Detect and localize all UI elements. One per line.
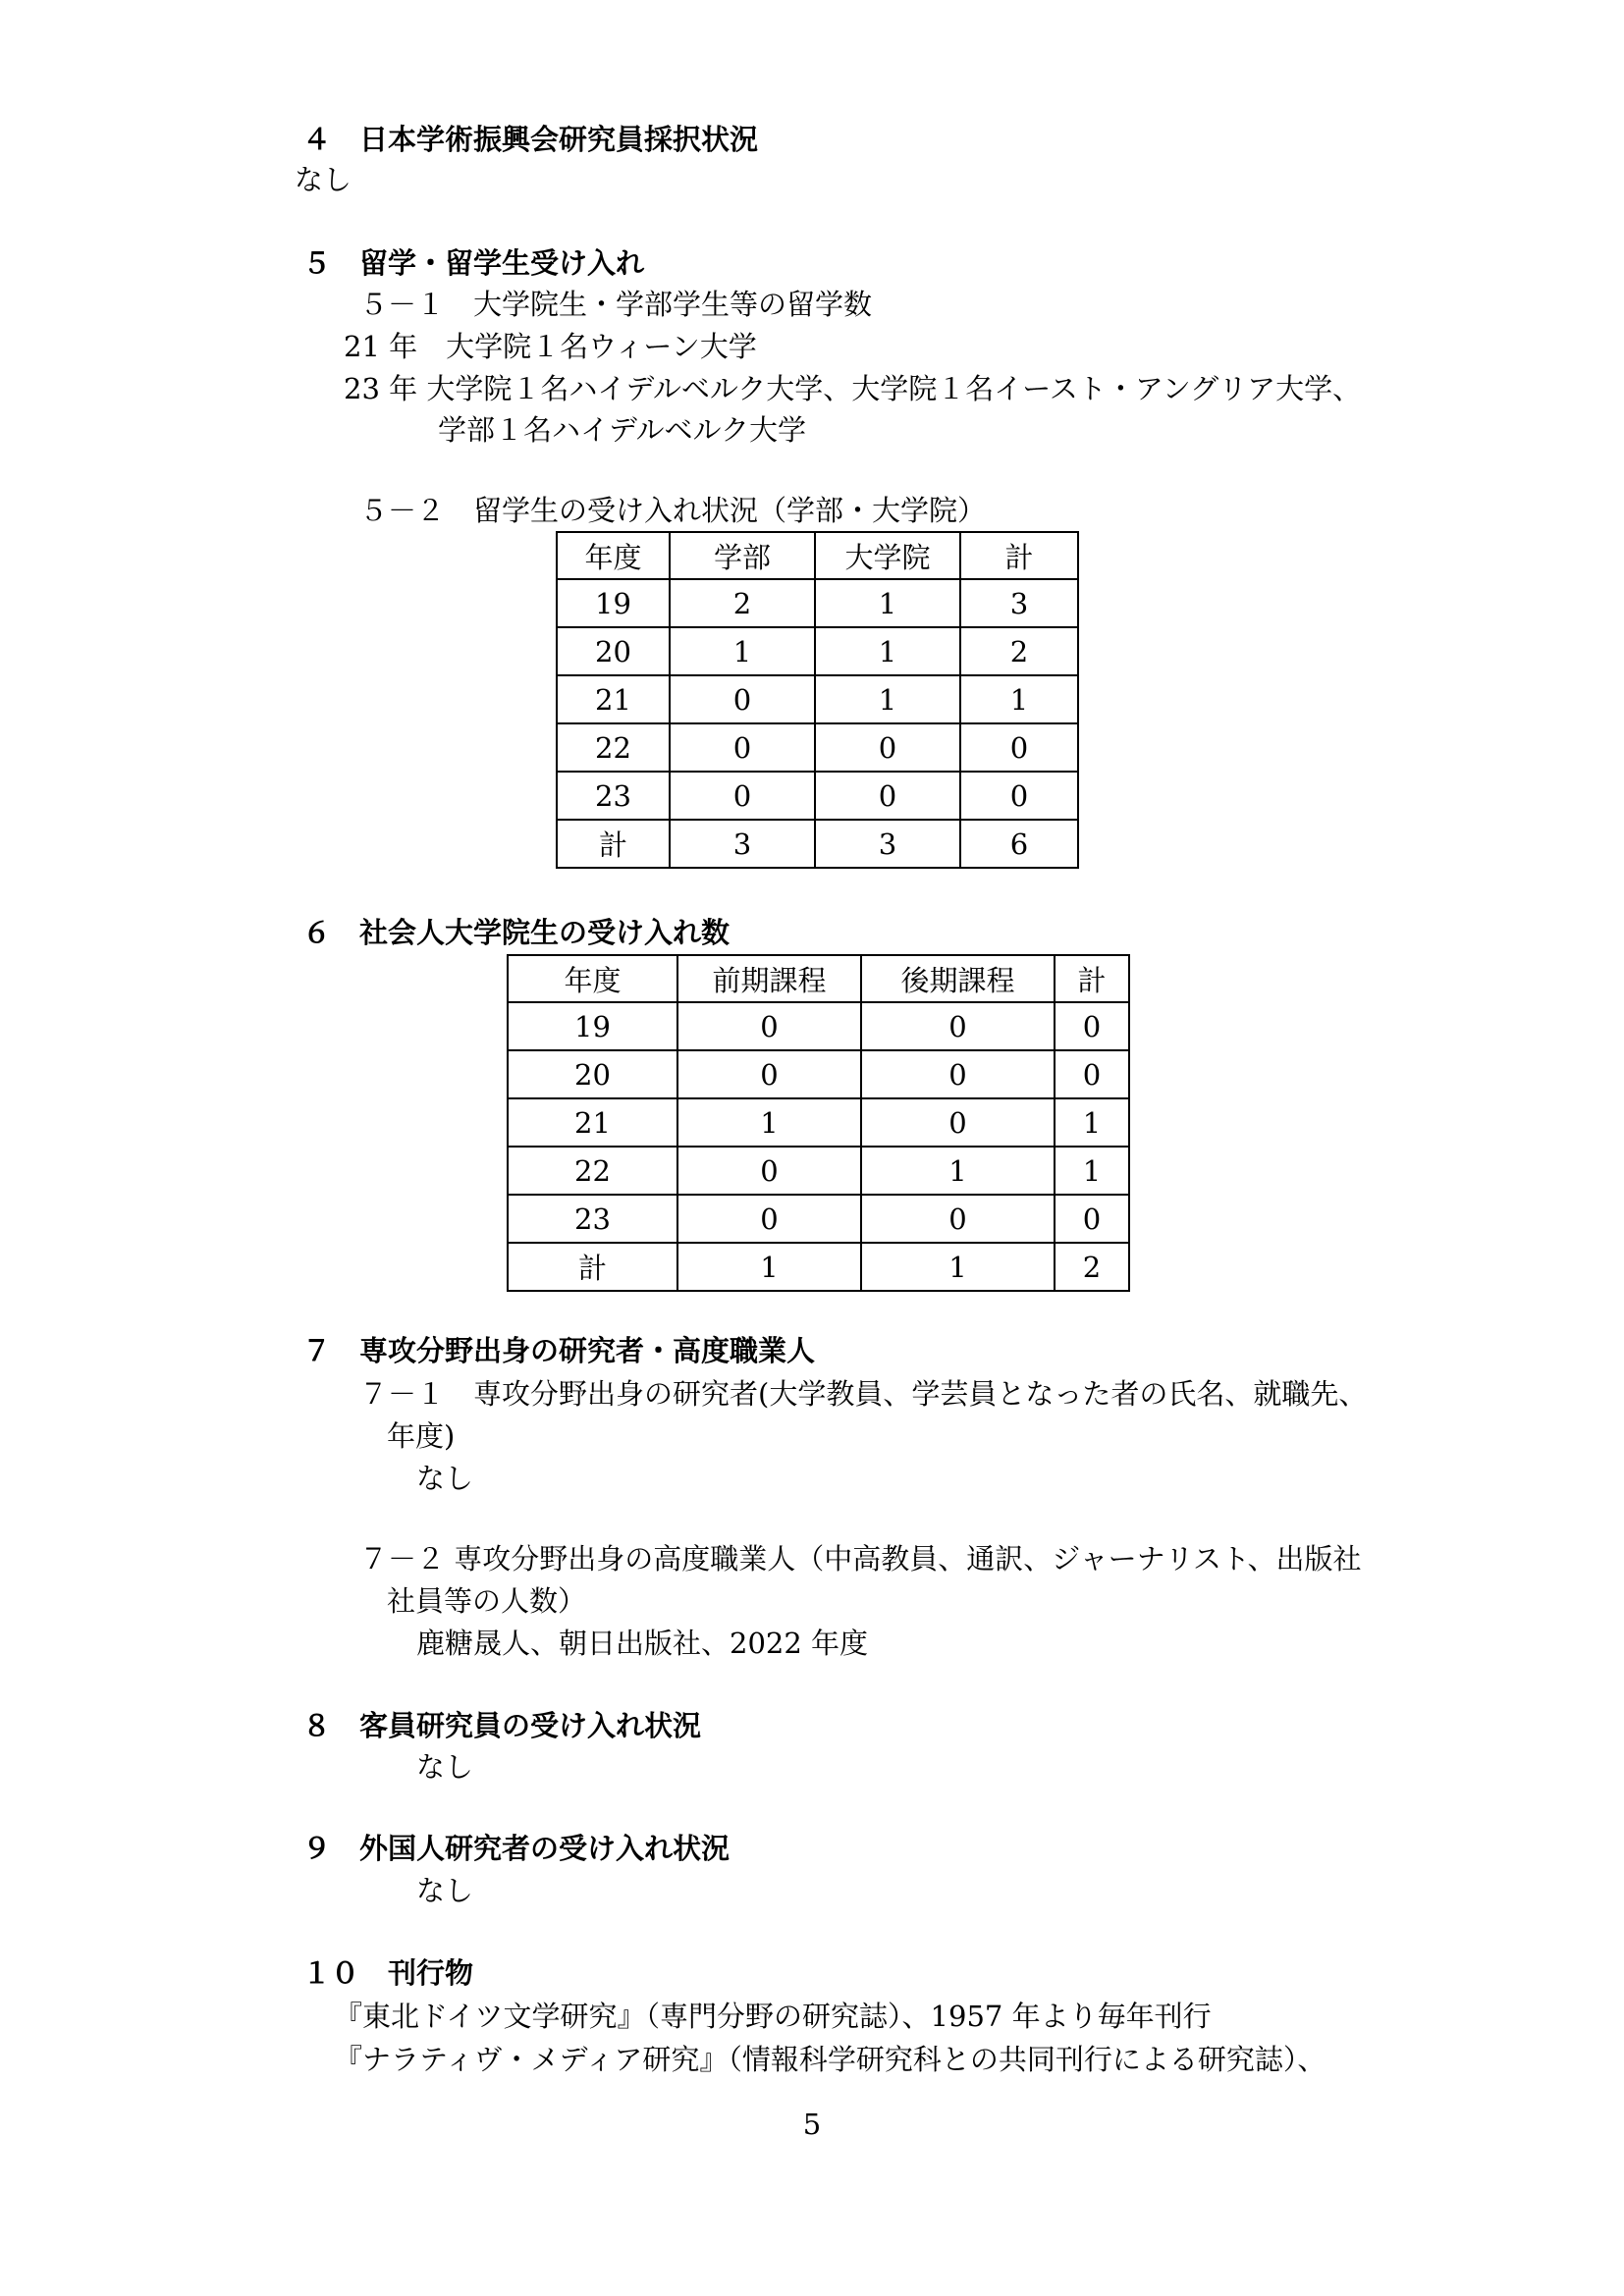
- table-cell: 0: [861, 1195, 1055, 1243]
- subsection-5-2-title: ５－２ 留学生の受け入れ状況（学部・大学院）: [359, 494, 987, 527]
- table-cell: 0: [677, 1195, 861, 1243]
- table-cell: 0: [960, 723, 1078, 772]
- table-cell: 2: [960, 627, 1078, 675]
- subsection-7-2-title-cont: 社員等の人数）: [387, 1584, 587, 1618]
- page-number: 5: [802, 2108, 822, 2141]
- table-header-row: [557, 532, 1078, 579]
- study-abroad-line-2: 23 年 大学院１名ハイデルベルク大学、大学院１名イースト・アングリア大学、: [344, 372, 1362, 405]
- table-cell: 21: [557, 675, 670, 723]
- table-cell: 0: [670, 675, 815, 723]
- table-row: [557, 675, 1078, 723]
- table-row: [508, 1147, 1129, 1195]
- table-cell: 計: [508, 1243, 677, 1291]
- table-header-row: [508, 955, 1129, 1002]
- section-4-heading: ４ 日本学術振興会研究員採択状況: [302, 123, 759, 156]
- table-cell: 20: [557, 627, 670, 675]
- table-row: [508, 1195, 1129, 1243]
- table-row: [508, 1050, 1129, 1098]
- publication-line-1: 『東北ドイツ文学研究』（専門分野の研究誌）、1957 年より毎年刊行: [334, 2000, 1212, 2033]
- table-cell: 19: [508, 1002, 677, 1050]
- table-cell: 0: [1055, 1050, 1129, 1098]
- table-cell: 6: [960, 820, 1078, 868]
- header-cell: 年度: [508, 955, 677, 1002]
- table-cell: 0: [670, 723, 815, 772]
- table-cell: 0: [1055, 1002, 1129, 1050]
- table-cell: 1: [861, 1147, 1055, 1195]
- table-cell: 1: [815, 579, 960, 627]
- table-cell: 1: [677, 1243, 861, 1291]
- table-cell: 1: [861, 1243, 1055, 1291]
- table-cell: 0: [861, 1002, 1055, 1050]
- subsection-7-1-title-cont: 年度): [387, 1419, 456, 1453]
- table-cell: 3: [670, 820, 815, 868]
- section-9-body: なし: [416, 1874, 474, 1907]
- section-7-heading: ７ 専攻分野出身の研究者・高度職業人: [302, 1334, 816, 1367]
- table-total-row: [557, 820, 1078, 868]
- table-cell: 22: [557, 723, 670, 772]
- header-cell: 年度: [557, 532, 670, 579]
- table-cell: 23: [508, 1195, 677, 1243]
- table-cell: 22: [508, 1147, 677, 1195]
- section-8-heading: ８ 客員研究員の受け入れ状況: [302, 1709, 702, 1742]
- table-cell: 21: [508, 1098, 677, 1147]
- table-cell: 1: [1055, 1147, 1129, 1195]
- table-cell: 0: [861, 1050, 1055, 1098]
- table-cell: 計: [557, 820, 670, 868]
- table-row: [557, 627, 1078, 675]
- table-cell: 0: [677, 1050, 861, 1098]
- table-row: [557, 772, 1078, 820]
- section-10-heading: １０ 刊行物: [302, 1956, 474, 1990]
- header-cell: 学部: [670, 532, 815, 579]
- table-cell: 0: [960, 772, 1078, 820]
- subsection-7-2-body: 鹿糖晟人、朝日出版社、2022 年度: [416, 1627, 869, 1660]
- table-cell: 1: [1055, 1098, 1129, 1147]
- table-cell: 3: [815, 820, 960, 868]
- table-cell: 1: [960, 675, 1078, 723]
- table-cell: 23: [557, 772, 670, 820]
- study-abroad-line-3: 学部１名ハイデルベルク大学: [438, 413, 806, 447]
- table-cell: 3: [960, 579, 1078, 627]
- section-6-heading: ６ 社会人大学院生の受け入れ数: [302, 916, 731, 949]
- table-cell: 0: [670, 772, 815, 820]
- subsection-7-2-title: ７－２ 専攻分野出身の高度職業人（中高教員、通訳、ジャーナリスト、出版社: [359, 1542, 1362, 1575]
- table-cell: 1: [677, 1098, 861, 1147]
- table-cell: 0: [815, 723, 960, 772]
- section-4-body: なし: [295, 163, 352, 196]
- table-row: [508, 1098, 1129, 1147]
- section-8-body: なし: [416, 1750, 474, 1784]
- table-total-row: [508, 1243, 1129, 1291]
- table-cell: 1: [670, 627, 815, 675]
- table-row: [508, 1002, 1129, 1050]
- header-cell: 大学院: [815, 532, 960, 579]
- table-cell: 20: [508, 1050, 677, 1098]
- table-cell: 0: [861, 1098, 1055, 1147]
- table-cell: 2: [1055, 1243, 1129, 1291]
- working-grad-students-table: [507, 954, 1130, 1292]
- table-cell: 0: [677, 1002, 861, 1050]
- table-cell: 2: [670, 579, 815, 627]
- table-cell: 0: [815, 772, 960, 820]
- subsection-7-1-title: ７－１ 専攻分野出身の研究者(大学教員、学芸員となった者の氏名、就職先、: [359, 1377, 1368, 1411]
- table-cell: 0: [1055, 1195, 1129, 1243]
- header-cell: 前期課程: [677, 955, 861, 1002]
- header-cell: 計: [1055, 955, 1129, 1002]
- subsection-5-1-title: ５－１ 大学院生・学部学生等の留学数: [359, 288, 873, 321]
- subsection-7-1-body: なし: [416, 1462, 474, 1495]
- table-cell: 0: [677, 1147, 861, 1195]
- publication-line-2: 『ナラティヴ・メディア研究』（情報科学研究科との共同刊行による研究誌）、: [334, 2043, 1326, 2076]
- table-row: [557, 723, 1078, 772]
- table-cell: 19: [557, 579, 670, 627]
- table-row: [557, 579, 1078, 627]
- intl-students-table: [556, 531, 1079, 869]
- section-5-heading: ５ 留学・留学生受け入れ: [302, 246, 645, 280]
- section-9-heading: ９ 外国人研究者の受け入れ状況: [302, 1832, 731, 1865]
- header-cell: 計: [960, 532, 1078, 579]
- table-cell: 1: [815, 675, 960, 723]
- study-abroad-line-1: 21 年 大学院１名ウィーン大学: [344, 330, 757, 363]
- header-cell: 後期課程: [861, 955, 1055, 1002]
- table-cell: 1: [815, 627, 960, 675]
